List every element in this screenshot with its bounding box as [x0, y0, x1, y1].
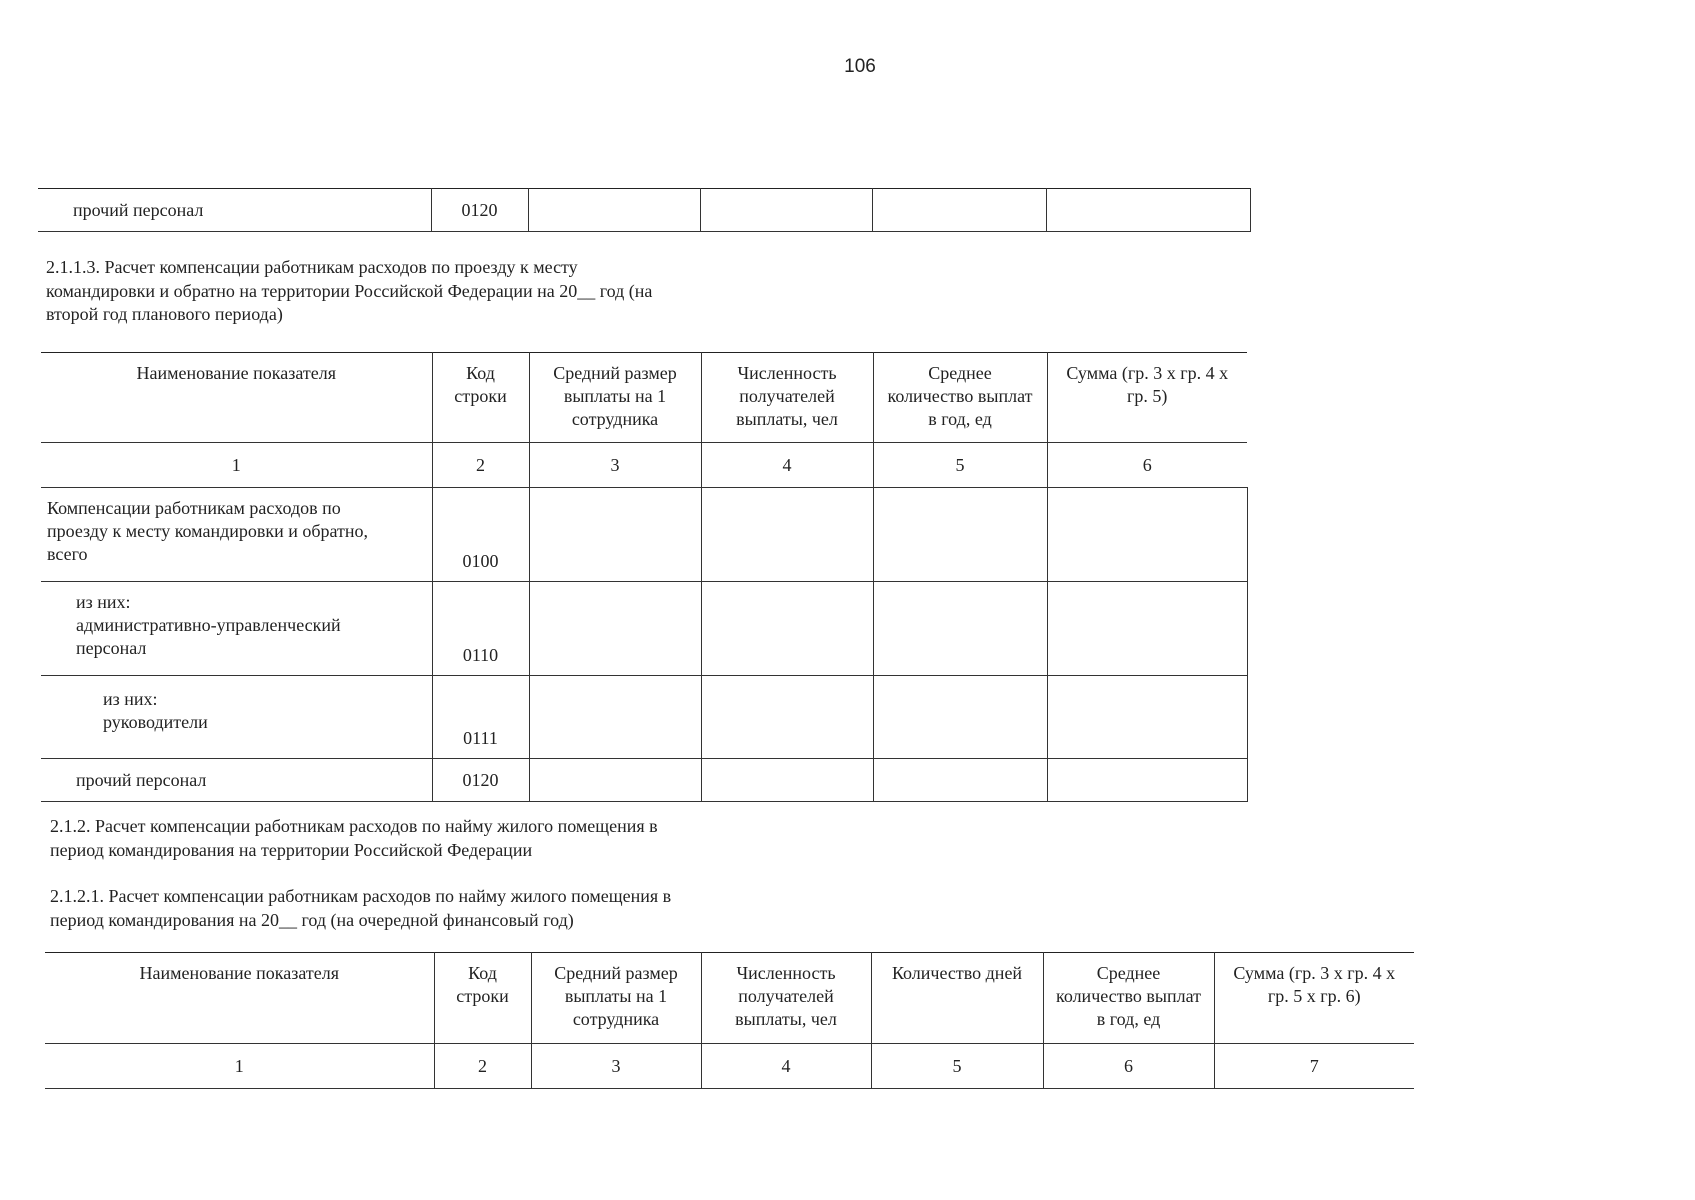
row-name-cell [41, 676, 432, 759]
column-header: Наименование показателя [45, 953, 434, 1044]
column-number: 3 [529, 443, 701, 488]
value-cell[interactable] [1047, 676, 1247, 759]
row-name-cell [41, 488, 432, 582]
section-heading-2121 [50, 885, 671, 932]
column-number: 5 [873, 443, 1047, 488]
heading-line: 2.1.1.3. Расчет компенсации работникам расходов по проезду к месту [46, 257, 578, 277]
row-code: 0100 [432, 488, 529, 582]
column-header: Сумма (гр. 3 х гр. 4 х гр. 5) [1047, 353, 1247, 443]
value-cell[interactable] [1047, 582, 1247, 676]
value-cell[interactable] [701, 676, 873, 759]
row-name-line: персонал [76, 638, 147, 658]
row-code: 0120 [432, 759, 529, 802]
column-number: 4 [701, 443, 873, 488]
top-fragment-table [38, 188, 1251, 232]
value-cell[interactable] [872, 189, 1046, 232]
value-cell[interactable] [529, 759, 701, 802]
value-cell[interactable] [1047, 759, 1247, 802]
row-name-line: всего [47, 544, 88, 564]
row-name-line: административно-управленческий [76, 615, 341, 635]
value-cell[interactable] [528, 189, 700, 232]
column-number: 4 [701, 1044, 871, 1089]
column-header: Среднее количество выплат в год, ед [873, 353, 1047, 443]
value-cell[interactable] [873, 488, 1047, 582]
value-cell[interactable] [529, 582, 701, 676]
table-row [41, 676, 1247, 759]
column-number: 7 [1214, 1044, 1414, 1089]
row-name: прочий персонал [73, 199, 204, 220]
row-name-line: Компенсации работникам расходов по [47, 498, 341, 518]
table-row [41, 582, 1247, 676]
table-row [41, 488, 1247, 582]
column-header: Численность получателей выплаты, чел [701, 353, 873, 443]
row-code: 0120 [461, 199, 498, 220]
row-name-line: прочий персонал [76, 769, 207, 790]
column-number: 1 [45, 1044, 434, 1089]
heading-line: 2.1.2.1. Расчет компенсации работникам расходов по найму жилого помещения в [50, 886, 672, 906]
column-header: Код строки [434, 953, 531, 1044]
column-header: Наименование показателя [41, 353, 432, 443]
page-number: 106 [844, 56, 876, 77]
header-row [41, 353, 1247, 443]
value-cell[interactable] [1046, 189, 1250, 232]
row-name-line: из них: [103, 689, 158, 709]
heading-line: период командирования на 20__ год (на очередной финансовый год) [50, 909, 574, 930]
value-cell[interactable] [529, 676, 701, 759]
value-cell[interactable] [873, 582, 1047, 676]
value-cell[interactable] [1047, 488, 1247, 582]
column-number-row [41, 443, 1247, 488]
section-heading-2113 [46, 256, 652, 327]
value-cell[interactable] [700, 189, 872, 232]
section-heading-212 [50, 815, 658, 862]
heading-line: период командирования на территории Российской Федерации [50, 839, 533, 860]
row-name-line: из них: [76, 592, 131, 612]
heading-line: командировки и обратно на территории Российской Федерации на 20__ год (на [46, 280, 653, 301]
value-cell[interactable] [701, 488, 873, 582]
table-2121 [45, 952, 1414, 1089]
heading-line: второй год планового периода) [46, 304, 283, 324]
heading-line: 2.1.2. Расчет компенсации работникам расходов по найму жилого помещения в [50, 816, 658, 836]
row-name-cell [41, 759, 432, 802]
column-number-row [45, 1044, 1414, 1089]
table-2113 [41, 352, 1248, 802]
header-row [45, 953, 1414, 1044]
column-header: Средний размер выплаты на 1 сотрудника [529, 353, 701, 443]
row-code-cell [431, 189, 528, 232]
column-number: 5 [871, 1044, 1043, 1089]
row-name-line: руководители [103, 712, 208, 732]
column-header: Сумма (гр. 3 х гр. 4 х гр. 5 х гр. 6) [1214, 953, 1414, 1044]
column-number: 2 [432, 443, 529, 488]
value-cell[interactable] [873, 676, 1047, 759]
row-code: 0110 [432, 582, 529, 676]
table-row [41, 759, 1247, 802]
row-name-cell [41, 582, 432, 676]
value-cell[interactable] [873, 759, 1047, 802]
column-header: Средний размер выплаты на 1 сотрудника [531, 953, 701, 1044]
column-number: 3 [531, 1044, 701, 1089]
row-code: 0111 [432, 676, 529, 759]
column-header: Количество дней [871, 953, 1043, 1044]
column-header: Численность получателей выплаты, чел [701, 953, 871, 1044]
column-header: Код строки [432, 353, 529, 443]
value-cell[interactable] [529, 488, 701, 582]
value-cell[interactable] [701, 759, 873, 802]
row-name-line: проезду к месту командировки и обратно, [47, 521, 369, 541]
column-number: 6 [1043, 1044, 1214, 1089]
column-header: Среднее количество выплат в год, ед [1043, 953, 1214, 1044]
row-name-cell [38, 189, 431, 232]
column-number: 1 [41, 443, 432, 488]
value-cell[interactable] [701, 582, 873, 676]
column-number: 6 [1047, 443, 1247, 488]
column-number: 2 [434, 1044, 531, 1089]
